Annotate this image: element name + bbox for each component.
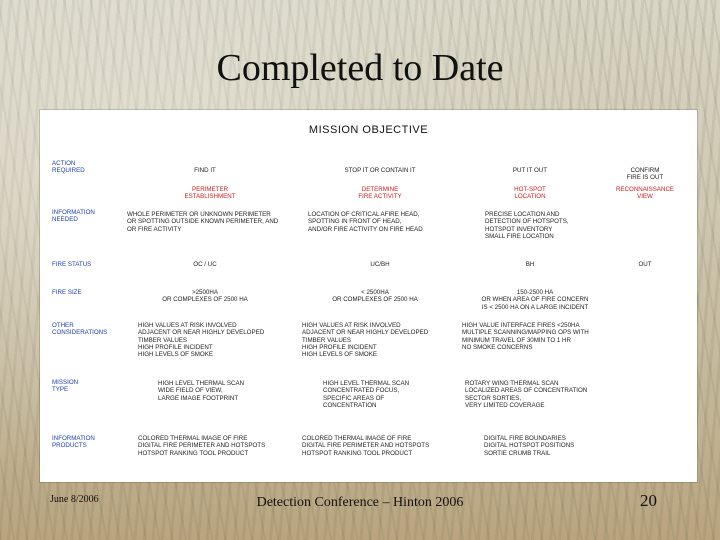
products-cell-2: COLORED THERMAL IMAGE OF FIRE DIGITAL FIRE PERIMETER AND HOTSPOTS HOTSPOT RANKING TOOL PRODUCT: [302, 435, 430, 457]
footer-title: Detection Conference – Hinton 2006: [256, 495, 464, 510]
row-label-information-needed: INFORMATION NEEDED: [52, 209, 95, 224]
footer-date: June 8/2006: [50, 494, 99, 505]
table-heading: MISSION OBJECTIVE: [308, 124, 429, 136]
other-cell-1: HIGH VALUES AT RISK INVOLVED ADJACENT OR NEAR HIGHLY DEVELOPED TIMBER VALUES HIGH PROFILE INCIDENT HIGH LEVELS OF SMOKE: [138, 322, 265, 359]
other-cell-3: HIGH VALUE INTERFACE FIRES <250HA MULTIPLE SCANNING/MAPPING OPS WITH MINIMUM TRAVEL OF 30MIN TO 1 HR NO SMOKE CONCERNS: [462, 322, 589, 351]
fire-size-cell-2: < 2500HA OR COMPLEXES OF 2500 HA: [332, 289, 418, 304]
row-label-information-products: INFORMATION PRODUCTS: [52, 435, 95, 450]
products-cell-1: COLORED THERMAL IMAGE OF FIRE DIGITAL FIRE PERIMETER AND HOTSPOTS HOTSPOT RANKING TOOL PRODUCT: [138, 435, 266, 457]
action-cell-4: CONFIRM FIRE IS OUT: [626, 167, 664, 182]
fire-status-cell-3: BH: [525, 261, 535, 268]
action-cell-2: STOP IT OR CONTAIN IT: [344, 167, 416, 174]
information-cell-2: LOCATION OF CRITICAL AFIRE HEAD, SPOTTING IN FRONT OF HEAD, AND/OR FIRE ACTIVITY ON FIRE HEAD: [308, 211, 423, 233]
mission-objective-table: [40, 110, 697, 482]
row-label-action-required: ACTION REQUIRED: [52, 160, 85, 175]
fire-size-cell-1: >2500HA OR COMPLEXES OF 2500 HA: [162, 289, 248, 304]
action-cell-1: FIND IT: [194, 167, 216, 174]
fire-status-cell-1: OC / UC: [193, 261, 217, 268]
information-cell-1: WHOLE PERIMETER OR UNKNOWN PERIMETER OR SPOTTING OUTSIDE KNOWN PERIMETER, AND OR FIRE ACTIVITY: [127, 211, 279, 233]
mission-cell-2: HIGH LEVEL THERMAL SCAN CONCENTRATED FOCUS, SPECIFIC AREAS OF CONCENTRATION: [323, 380, 410, 409]
mission-cell-1: HIGH LEVEL THERMAL SCAN WIDE FIELD OF VIEW, LARGE IMAGE FOOTPRINT: [158, 380, 245, 402]
other-cell-2: HIGH VALUES AT RISK INVOLVED ADJACENT OR NEAR HIGHLY DEVELOPED TIMBER VALUES HIGH PROFILE INCIDENT HIGH LEVELS OF SMOKE: [302, 322, 429, 359]
row-label-fire-size: FIRE SIZE: [52, 289, 82, 296]
subaction-cell-2: DETERMINE FIRE ACTIVITY: [358, 186, 402, 201]
fire-size-cell-3: 150-2500 HA OR WHEN AREA OF FIRE CONCERN IS < 2500 HA ON A LARGE INCIDENT: [481, 289, 589, 311]
mission-cell-3: ROTARY WING THERMAL SCAN LOCALIZED AREAS OF CONCENTRATION SECTOR SORTIES, VERY LIMITED COVERAGE: [465, 380, 588, 409]
information-cell-3: PRECISE LOCATION AND DETECTION OF HOTSPOTS, HOTSPOT INVENTORY SMALL FIRE LOCATION: [485, 211, 569, 240]
subaction-cell-3: HOT-SPOT LOCATION: [514, 186, 546, 201]
fire-status-cell-2: UC/BH: [370, 261, 390, 268]
row-label-other-considerations: OTHER CONSIDERATIONS: [52, 322, 108, 337]
subaction-cell-4: RECONNAISSANCE VIEW: [615, 186, 675, 201]
page-number: 20: [640, 491, 657, 510]
action-cell-3: PUT IT OUT: [512, 167, 548, 174]
slide-title: Completed to Date: [216, 47, 504, 89]
subaction-cell-1: PERIMETER ESTABLISHMENT: [184, 186, 236, 201]
products-cell-3: DIGITAL FIRE BOUNDARIES DIGITAL HOTSPOT POSITIONS SORTIE CRUMB TRAIL: [484, 435, 575, 457]
fire-status-cell-4: OUT: [638, 261, 652, 268]
row-label-fire-status: FIRE STATUS: [52, 261, 92, 268]
row-label-mission-type: MISSION TYPE: [52, 379, 79, 394]
